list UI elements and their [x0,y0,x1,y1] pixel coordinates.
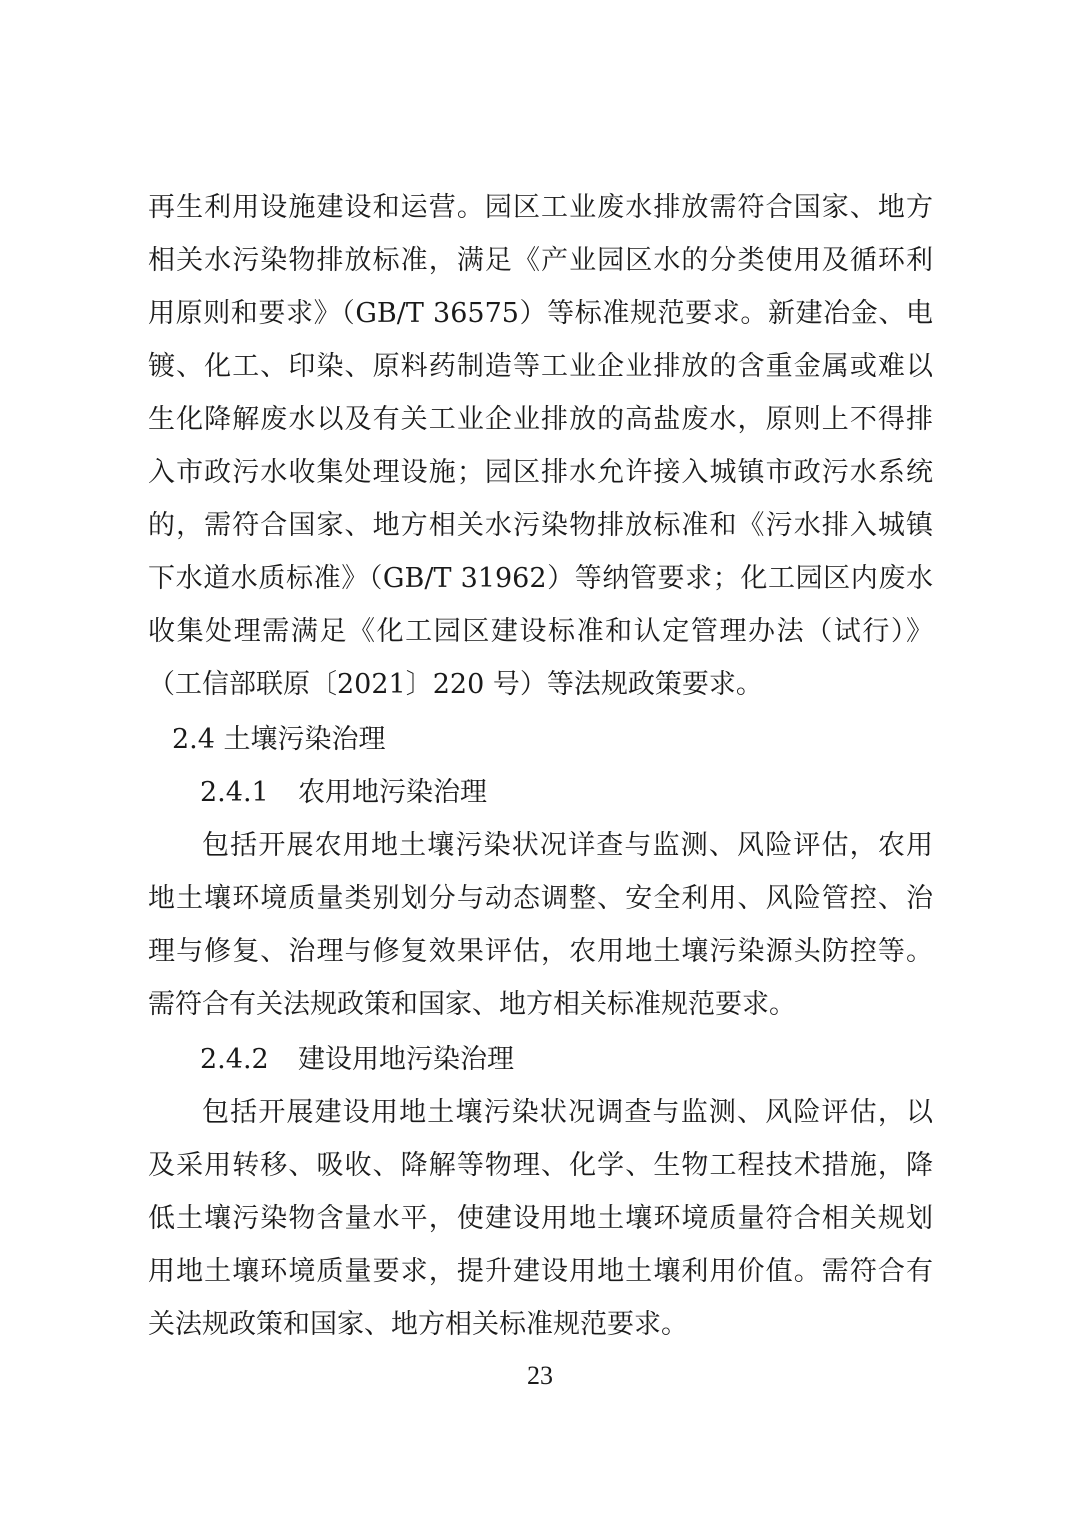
text-line: 低土壤污染物含量水平，使建设用地土壤环境质量符合相关规划 [148,1203,933,1234]
text-line: 需符合有关法规政策和国家、地方相关标准规范要求。 [148,989,796,1020]
text-line: 关法规政策和国家、地方相关标准规范要求。 [148,1309,688,1340]
text-line: 再生利用设施建设和运营。园区工业废水排放需符合国家、地方 [148,192,933,223]
section-heading-2-4-1 [200,773,900,813]
text-line: 入市政污水收集处理设施；园区排水允许接入城镇市政污水系统 [148,457,933,488]
text-line: 下水道水质标准》（GB/T 31962）等纳管要求；化工园区内废水 [148,563,933,594]
text-line: 相关水污染物排放标准，满足《产业园区水的分类使用及循环利 [148,245,933,276]
text-line: 用原则和要求》（GB/T 36575）等标准规范要求。新建冶金、电 [148,298,933,329]
section-title: 建设用地污染治理 [298,1044,514,1075]
section-heading-2-4: 2.4 土壤污染治理 [172,724,386,755]
text-line: 收集处理需满足《化工园区建设标准和认定管理办法（试行）》 [148,616,933,647]
page-number: 23 [527,1361,553,1390]
text-line: 生化降解废水以及有关工业企业排放的高盐废水，原则上不得排 [148,404,933,435]
section-heading-2-4-2 [200,1040,900,1080]
text-line: 用地土壤环境质量要求，提升建设用地土壤利用价值。需符合有 [148,1256,933,1287]
text-line: 镀、化工、印染、原料药制造等工业企业排放的含重金属或难以 [148,351,933,382]
text-line: （工信部联原〔2021〕220 号）等法规政策要求。 [148,669,763,700]
section-number: 2.4.2 [200,1044,269,1075]
section-title: 农用地污染治理 [298,777,487,808]
text-line: 及采用转移、吸收、降解等物理、化学、生物工程技术措施，降 [148,1150,933,1181]
text-line: 理与修复、治理与修复效果评估，农用地土壤污染源头防控等。 [148,936,933,967]
section-number: 2.4.1 [200,777,269,808]
text-line: 包括开展建设用地土壤污染状况调查与监测、风险评估，以 [202,1097,933,1128]
text-line: 包括开展农用地土壤污染状况详查与监测、风险评估，农用 [202,830,933,861]
text-line: 的，需符合国家、地方相关水污染物排放标准和《污水排入城镇 [148,510,933,541]
text-line: 地土壤环境质量类别划分与动态调整、安全利用、风险管控、治 [148,883,933,914]
